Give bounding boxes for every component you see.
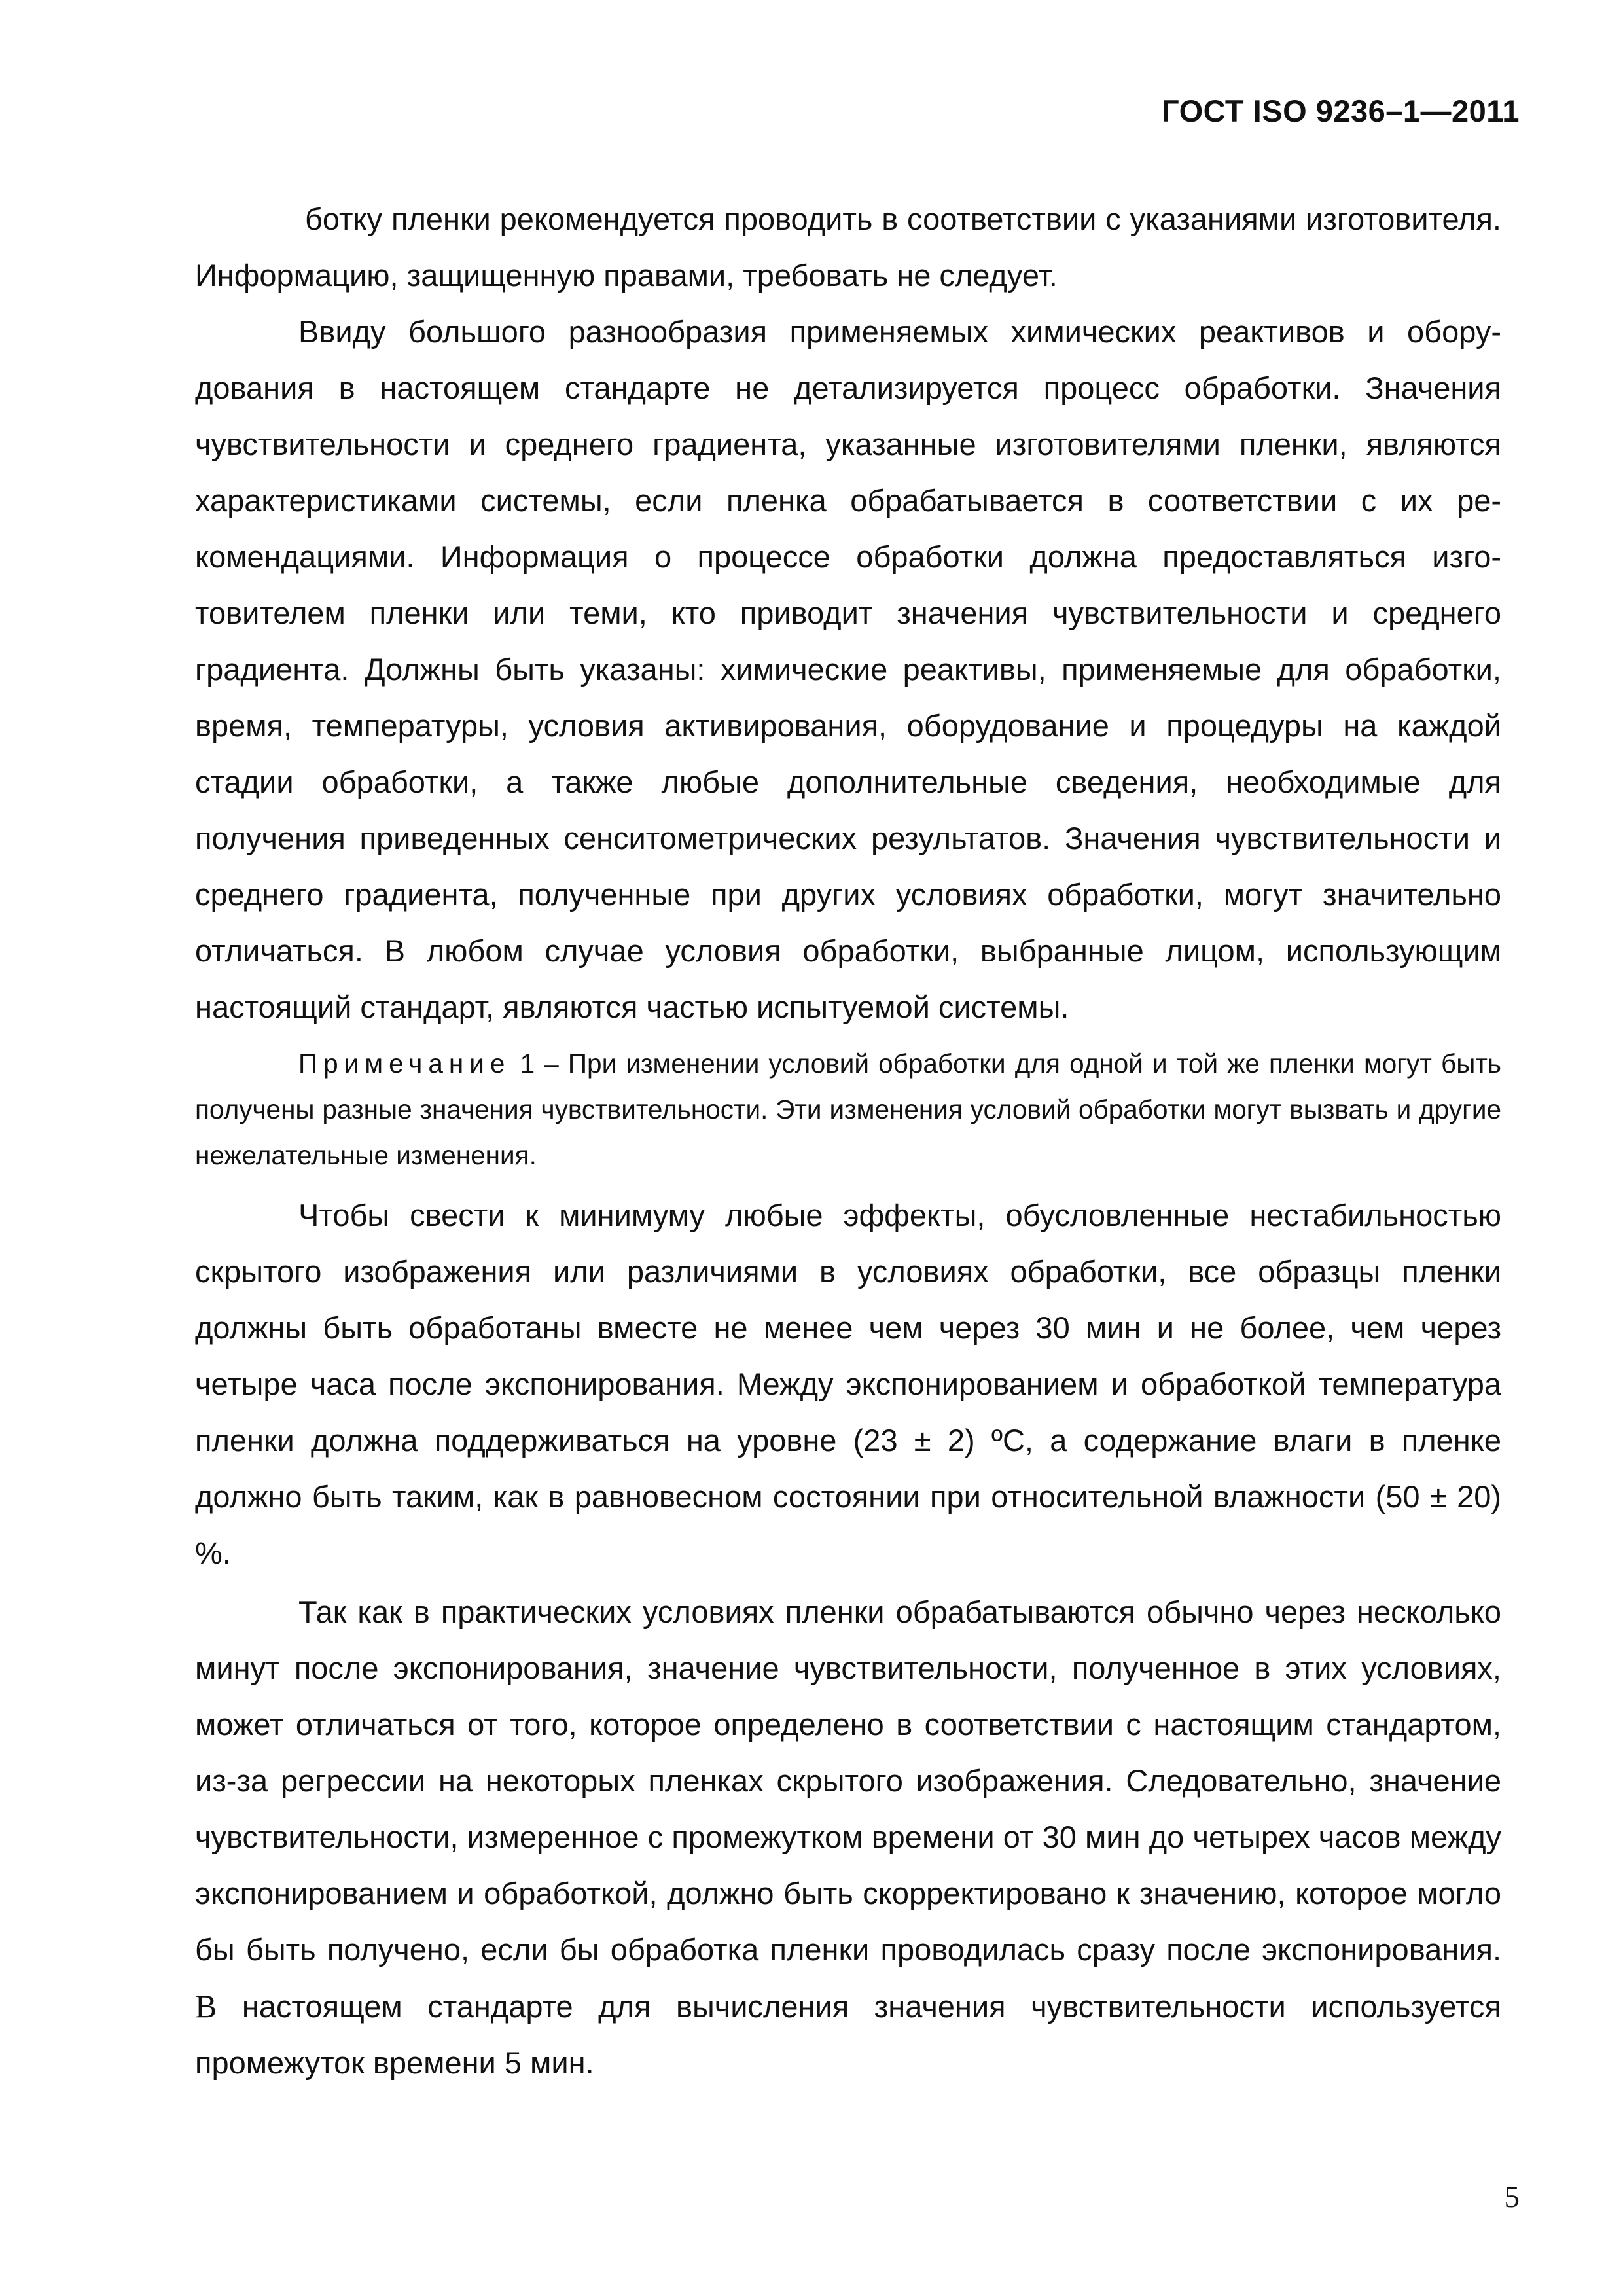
- note-label: Примечание: [298, 1049, 511, 1079]
- paragraph-speed-correction-part1: Так как в практических условиях пленки обрабатываются обычно через несколько минут после экспонирования, значение чувствительности, полученное в этих условиях, может отличаться от того, которое определено в соответствии с настоящим стандартом, из-за регрессии на некоторых пленках скрытого изображения. Следовательно, значение чувствительности, измеренное с промежутком времени от 30 мин до четырех часов между экспонированием и обработкой, должно быть скорректировано к значению, которое могло бы быть получено, если бы обработка пленки проводилась сразу после экспонирования.: [195, 1594, 1501, 1967]
- document-code-header: ГОСТ ISO 9236–1—2011: [1162, 94, 1520, 128]
- note-text: 1 – При изменении условий обработки для одной и той же пленки могут быть получены разные значения чувствительности. Эти изменения условий обработки могут вызвать и другие нежелательные изменения.: [195, 1049, 1501, 1170]
- paragraph-speed-correction-part2: настоящем стандарте для вычисления значения чувствительности используется промежуток времени 5 мин.: [195, 1989, 1501, 2080]
- body-text: [195, 191, 1501, 2091]
- note-1: [195, 1041, 1501, 1178]
- paragraph-latent-image: Чтобы свести к минимуму любые эффекты, обусловленные нестабильностью скрытого изображения или различиями в условиях обработки, все образцы пленки должны быть обработаны вместе не менее чем через 30 мин и не более, чем через четыре часа после экспонирования. Между экспонированием и обработкой температура пленки должна поддерживаться на уровне (23 ± 2) ºС, а содержание влаги в пленке должно быть таким, как в равновесном состоянии при относительной влажности (50 ± 20) %.: [195, 1198, 1501, 1570]
- paragraph-speed-correction-serif-letter: В: [195, 1988, 217, 2024]
- paragraph-processing-variety: Ввиду большого разнообразия применяемых химических реактивов и оборудования в настоящем стандарте не детализируется процесс обработки. Значения чувствительности и среднего градиента, указанные изготовителями пленки, являются характеристиками системы, если пленка обрабатывается в соответствии с их рекомендациями. Информация о процессе обработки должна предоставляться изготовителем пленки или теми, кто приводит значения чувствительности и среднего градиента. Должны быть указаны: химические реактивы, применяемые для обработки, время, температуры, условия активирования, оборудование и процедуры на каждой стадии обработки, а также любые дополнительные сведения, необходимые для получения приведенных сенситометрических результатов. Значения чувствительности и среднего градиента, полученные при других условиях обработки, могут значительно отличаться. В любом случае условия обработки, выбранные лицом, использующим настоящий стандарт, являются частью испытуемой системы.: [195, 314, 1501, 1024]
- paragraph-speed-correction: [195, 1584, 1501, 2091]
- page-number: 5: [1504, 2180, 1520, 2214]
- paragraph-processing-manufacturer: ботку пленки рекомендуется проводить в соответствии с указаниями изготовителя. Информацию, защищенную правами, требовать не следует.: [195, 202, 1501, 293]
